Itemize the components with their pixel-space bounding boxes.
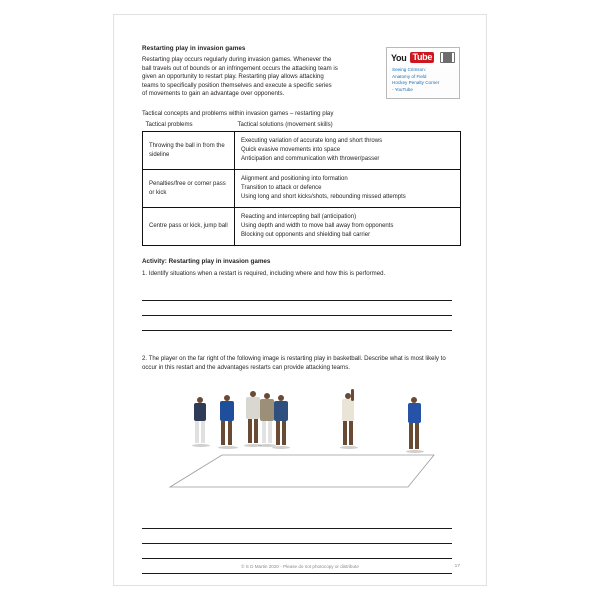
solution-line: Alignment and positioning into formation <box>241 176 348 183</box>
player-legs <box>409 423 413 449</box>
youtube-logo-you: You <box>391 52 407 63</box>
solution-line: Anticipation and communication with thrower/passer <box>241 156 380 163</box>
player-shadow <box>192 444 210 447</box>
player-legs <box>262 421 266 443</box>
table-row <box>143 170 461 208</box>
answer-line[interactable] <box>142 316 452 331</box>
tactical-problem-cell: Centre pass or kick, jump ball <box>143 208 235 246</box>
youtube-logo <box>387 48 459 66</box>
film-reel-icon <box>440 52 455 63</box>
answer-line[interactable] <box>142 286 452 301</box>
player-head <box>411 397 417 403</box>
player-torso <box>408 403 421 423</box>
activity-heading: Activity: Restarting play in invasion games <box>142 258 271 266</box>
youtube-link-list[interactable] <box>387 66 459 98</box>
document-content <box>142 45 460 574</box>
player-torso <box>342 399 354 421</box>
concepts-subheading: Tactical concepts and problems within invasion games – restarting play <box>142 110 334 118</box>
tactical-solution-cell <box>235 170 461 208</box>
solution-line: Quick evasive movements into space <box>241 147 341 154</box>
youtube-link-line[interactable]: Hockey Penalty Corner <box>392 80 440 86</box>
player-head <box>264 393 270 399</box>
solution-line: Executing variation of accurate long and short throws <box>241 138 383 145</box>
answer-line[interactable] <box>142 544 452 559</box>
player-figure <box>216 395 238 455</box>
tactical-solution-cell <box>235 208 461 246</box>
answer-lines-q1[interactable] <box>142 286 460 331</box>
player-torso <box>220 401 234 421</box>
table-header-row <box>143 121 461 132</box>
column-header-solutions: Tactical solutions (movement skills) <box>237 121 333 129</box>
player-head <box>278 395 284 401</box>
question-2: 2. The player on the far right of the following image is restarting play in basketball. Describe what is most likely to occur in this restart and the advantages restarts can provide attacking teams. <box>142 354 446 371</box>
page-footer <box>114 564 486 569</box>
player-torso <box>274 401 288 421</box>
answer-line[interactable] <box>142 301 452 316</box>
player-legs <box>248 419 252 443</box>
footer-copyright: © S D Martin 2020 - Please do not photocopy or distribute <box>241 564 359 569</box>
solution-line: Using long and short kicks/shots, rebounding missed attempts <box>241 194 406 201</box>
player-legs <box>415 423 419 449</box>
table-row <box>143 132 461 170</box>
answer-line[interactable] <box>142 514 452 529</box>
player-legs <box>282 421 286 445</box>
youtube-link-line[interactable]: Anatomy of Field <box>392 73 427 79</box>
player-legs <box>221 421 225 445</box>
player-shadow <box>272 446 290 449</box>
tactical-problem-cell: Throwing the ball in from the sideline <box>143 132 235 170</box>
player-figure-restarting <box>404 397 424 463</box>
question-1: 1. Identify situations when a restart is required, including where and how this is performed. <box>142 270 386 278</box>
player-legs <box>276 421 280 445</box>
player-arm <box>351 389 354 401</box>
player-legs <box>349 421 353 445</box>
player-figure-shooting <box>338 389 358 457</box>
page-title: Restarting play in invasion games <box>142 45 246 52</box>
player-shadow <box>406 450 424 453</box>
solution-line: Using depth and width to move ball away from opponents <box>241 223 394 230</box>
player-legs <box>343 421 347 445</box>
tactical-solution-cell <box>235 132 461 170</box>
player-head <box>197 397 203 403</box>
youtube-logo-tube: Tube <box>412 52 433 62</box>
youtube-video-card[interactable] <box>386 47 460 99</box>
document-sheet <box>113 14 487 586</box>
player-shadow <box>340 446 358 449</box>
table-row <box>143 208 461 246</box>
player-torso <box>194 403 206 421</box>
court-floor-graphic <box>162 451 442 489</box>
player-legs <box>228 421 232 445</box>
player-legs <box>195 421 199 443</box>
solution-line: Transition to attack or defence <box>241 185 322 192</box>
column-header-problems: Tactical problems <box>145 121 193 129</box>
tactics-table <box>142 121 461 246</box>
solution-line: Blocking out opponents and shielding ball carrier <box>241 232 371 239</box>
player-figure <box>190 397 210 453</box>
player-legs <box>201 421 205 443</box>
solution-line: Reacting and intercepting ball (anticipation) <box>241 214 357 221</box>
player-shadow <box>218 446 238 449</box>
player-head <box>224 395 230 401</box>
player-figure <box>272 395 290 455</box>
player-head <box>250 391 256 397</box>
basketball-restart-image <box>142 379 460 504</box>
answer-line[interactable] <box>142 529 452 544</box>
youtube-link-line[interactable]: Seeing Crimson: <box>392 67 426 72</box>
intro-paragraph: Restarting play occurs regularly during invasion games. Whenever the ball travels out of bounds or an infringement occurs the attacking team is given an opportunity to restart play. Restarting play allows attacking teams to specifically position themselves and execute a specific series of movements to gain an advantage over opponents. <box>142 55 338 98</box>
youtube-link-line[interactable]: - YouTube <box>392 86 413 92</box>
page-number: 17 <box>454 564 460 569</box>
tactical-problem-cell: Penalties/free or corner pass or kick <box>143 170 235 208</box>
